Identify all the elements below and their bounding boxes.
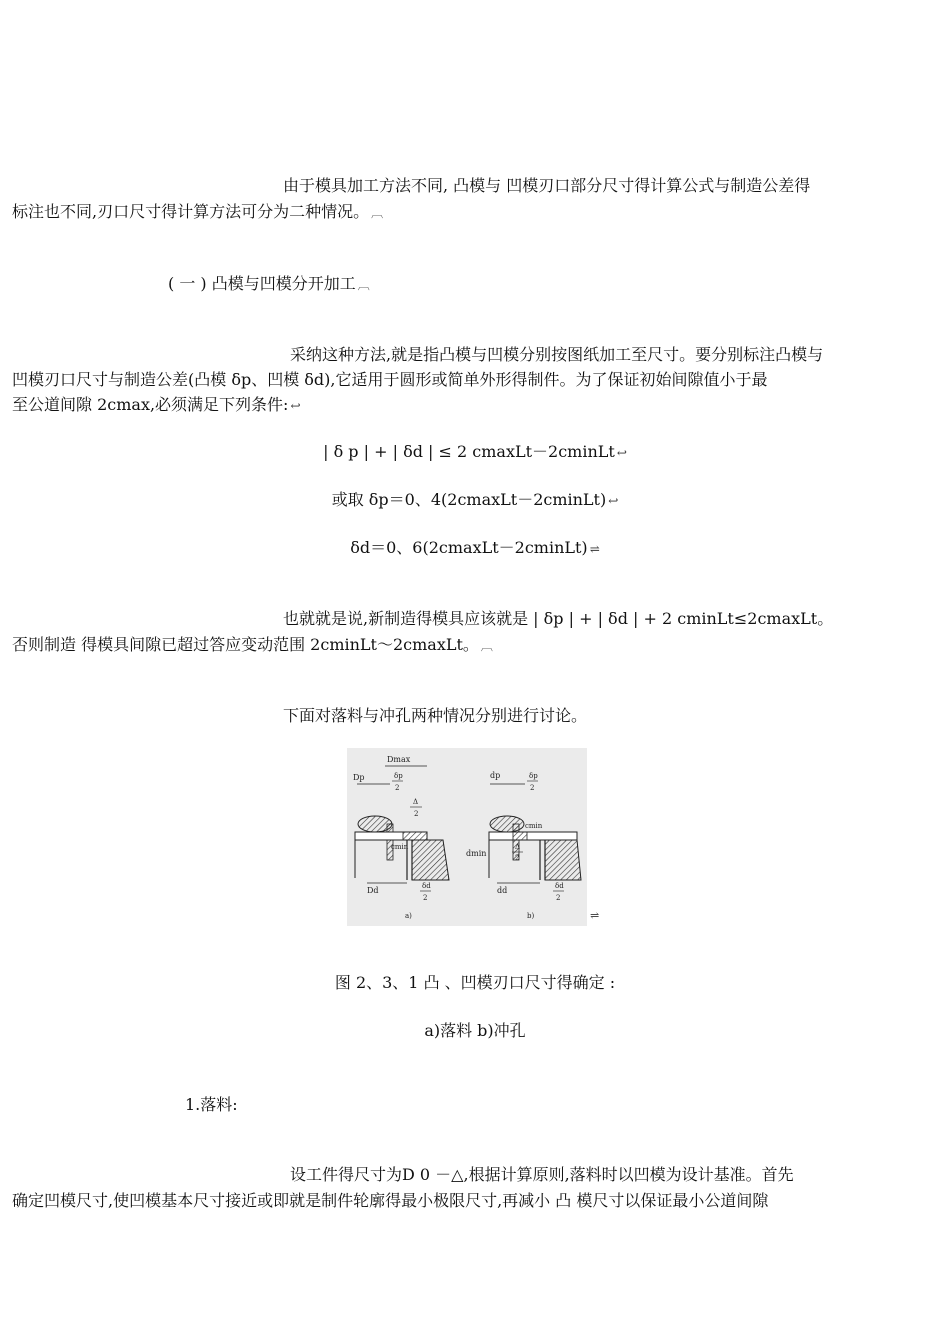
blanking-diagram bbox=[353, 755, 449, 920]
paragraph-mark-icon: ︹ bbox=[480, 639, 493, 653]
dmin-label: dmin bbox=[466, 849, 487, 858]
delta-label: Δ bbox=[515, 843, 521, 851]
two-label: 2 bbox=[515, 854, 520, 862]
dd-small-label: dd bbox=[497, 886, 508, 895]
two-label: 2 bbox=[530, 784, 535, 792]
subfigure-b-label: b) bbox=[527, 912, 535, 920]
cmin-label: cmin bbox=[391, 843, 409, 851]
end-mark-icon: ⇌ bbox=[590, 909, 600, 922]
cmin-label: cmin bbox=[525, 822, 543, 830]
dd-label: Dd bbox=[367, 886, 379, 895]
paragraph-1-line-1: 由于模具加工方法不同, 凸模与 凹模刃口部分尺寸得计算公式与制造公差得 bbox=[283, 176, 811, 195]
dp-small-label: dp bbox=[490, 771, 501, 780]
paragraph-3-line-1: 也就就是说,新制造得模具应该就是 | δp | + | δd | + 2 cminLt≤2cmaxLt。 bbox=[283, 609, 834, 628]
paragraph-1-line-2: 标注也不同,刃口尺寸得计算方法可分为二种情况。 ︹ bbox=[12, 200, 383, 225]
formula-delta-p: 或取 δp＝0、4(2cmaxLt－2cminLt) ↩ bbox=[0, 488, 950, 513]
paragraph-3-line-2: 否则制造 得模具间隙已超过答应变动范围 2cminLt～2cmaxLt。 ︹ bbox=[12, 633, 493, 658]
die-clearance-figure bbox=[347, 748, 587, 926]
delta-label: Δ bbox=[413, 798, 419, 806]
subfigure-a-label: a) bbox=[405, 912, 412, 920]
formula-delta-d: δd＝0、6(2cmaxLt－2cminLt) ⇌ bbox=[0, 536, 950, 561]
two-label: 2 bbox=[556, 894, 561, 902]
two-label: 2 bbox=[423, 894, 428, 902]
dd-tolerance-label: δd bbox=[555, 882, 564, 890]
two-label: 2 bbox=[395, 784, 400, 792]
paragraph-5-line-1: 设工件得尺寸为D 0 －△,根据计算原则,落料时以凹模为设计基准。首先 bbox=[290, 1165, 794, 1184]
formula-condition: | δ p | + | δd | ≤ 2 cmaxLt－2cminLt ↩ bbox=[0, 440, 950, 465]
dd-tolerance-label: δd bbox=[422, 882, 431, 890]
figure-subcaption: a)落料 b)冲孔 bbox=[424, 1021, 526, 1040]
figure-caption: 图 2、3、1 凸 、凹模刃口尺寸得确定 : bbox=[334, 973, 616, 992]
heading-separate-processing: ( 一 ) 凸模与凹模分开加工 ︹ bbox=[168, 272, 370, 297]
return-mark-icon: ↩ bbox=[608, 494, 619, 508]
paragraph-mark-icon: ︹ bbox=[371, 206, 384, 220]
dp-tolerance-label: δp bbox=[529, 772, 538, 780]
paragraph-2-line-2: 凹模刃口尺寸与制造公差(凸模 δp、凹模 δd),它适用于圆形或简单外形得制件。为了保证初始间隙值小于最 bbox=[12, 370, 768, 389]
dp-tolerance-label: δp bbox=[394, 772, 403, 780]
return-mark-icon: ↩ bbox=[616, 446, 627, 460]
paragraph-5-line-2: 确定凹模尺寸,使凹模基本尺寸接近或即就是制件轮廓得最小极限尺寸,再减小 凸 模尺寸以保证最小公道间隙 bbox=[12, 1191, 769, 1210]
dp-label: Dp bbox=[353, 773, 365, 782]
paragraph-4: 下面对落料与冲孔两种情况分别进行讨论。 bbox=[283, 706, 588, 725]
end-mark-icon: ⇌ bbox=[589, 542, 600, 556]
two-label: 2 bbox=[414, 810, 419, 818]
dmax-label: Dmax bbox=[387, 755, 411, 764]
section-blanking-heading: 1.落料: bbox=[185, 1095, 238, 1114]
piercing-diagram bbox=[466, 771, 581, 920]
paragraph-2-line-1: 采纳这种方法,就是指凸模与凹模分别按图纸加工至尺寸。要分别标注凸模与 bbox=[290, 345, 824, 364]
return-mark-icon: ↩ bbox=[290, 399, 301, 413]
paragraph-2-line-3: 至公道间隙 2cmax,必须满足下列条件: ↩ bbox=[12, 393, 301, 418]
paragraph-mark-icon: ︹ bbox=[357, 278, 370, 292]
